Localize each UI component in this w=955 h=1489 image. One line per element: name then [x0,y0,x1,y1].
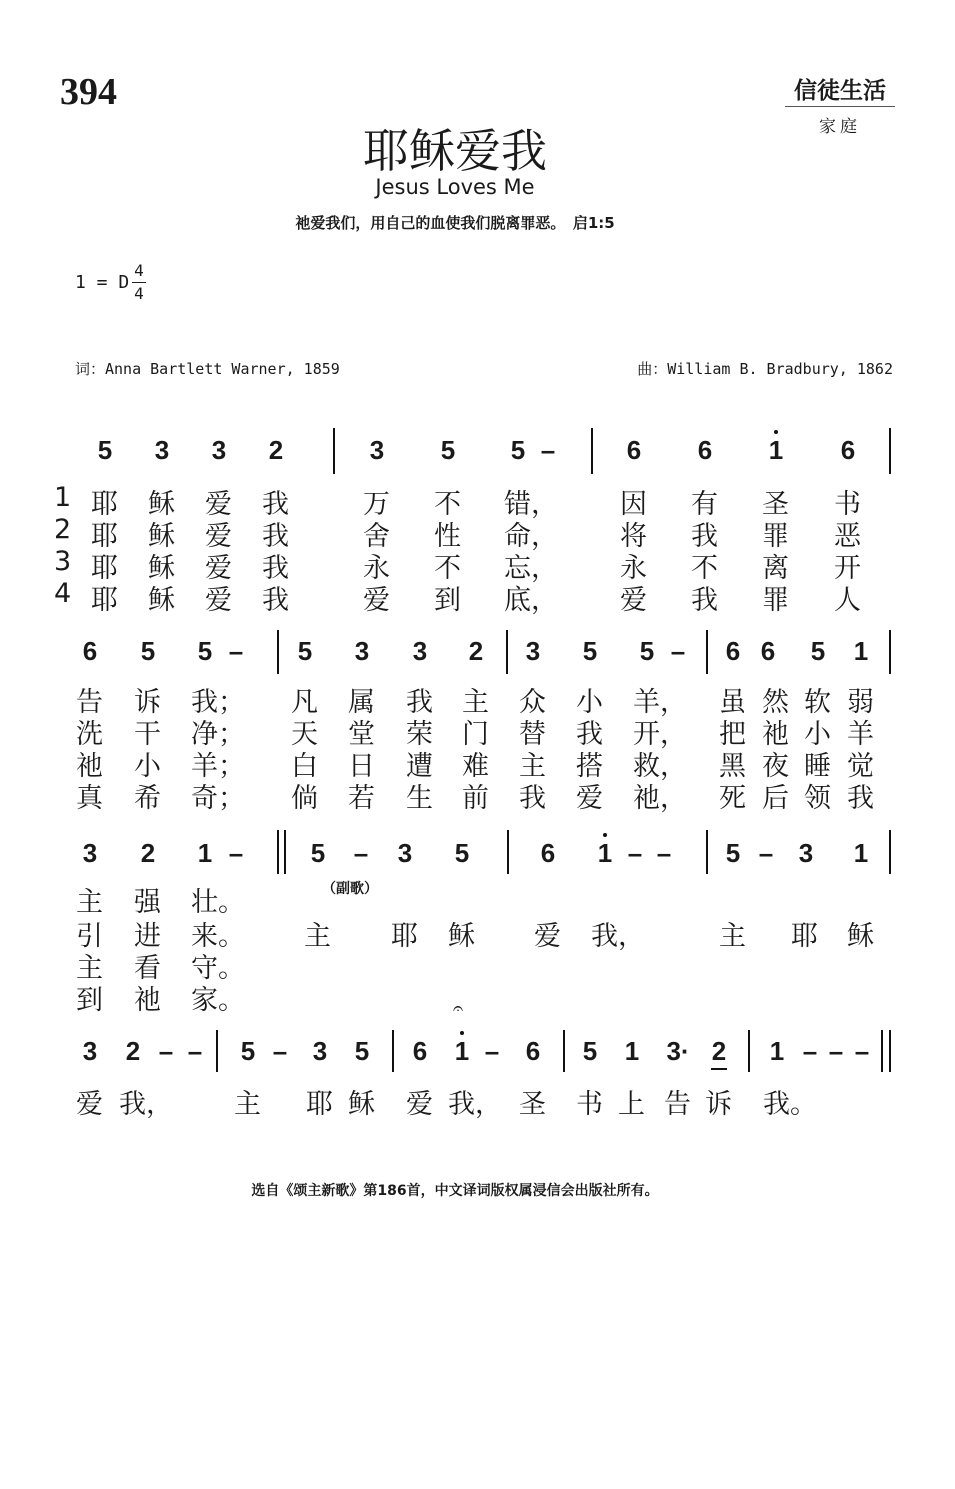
lyric-char: 耶 [391,921,418,952]
lyric-char: 稣 [448,921,475,952]
bar-line [706,830,708,874]
lyric-char: 希 [134,783,161,814]
note: 5 [810,636,826,666]
lyric-char: 主 [76,953,103,984]
note: – [758,838,774,868]
note: 1 [454,1036,470,1066]
note: 1 [768,435,784,465]
lyric-char: 稣 [148,489,175,520]
note: 2 [268,435,284,465]
lyric-char: 进 [134,921,161,952]
bar-line [216,1030,218,1072]
lyric-char: 永 [620,553,647,584]
time-signature-top: 4 [134,261,144,280]
lyric-char: 守。 [191,953,245,984]
lyric-char: 祂， [633,783,687,814]
lyric-char: 人 [834,585,861,616]
octave-dot [774,430,778,434]
lyric-char: 门 [462,719,489,750]
lyric-char: 不 [691,553,718,584]
note: 6 [412,1036,428,1066]
lyric-char: 睡 [804,751,831,782]
note: 3 [154,435,170,465]
note: – [802,1036,818,1066]
note: 6 [525,1036,541,1066]
note: 6 [697,435,713,465]
lyric-char: 净； [191,719,245,750]
note: 6 [760,636,776,666]
lyric-char: 羊 [847,719,874,750]
lyric-char: 爱 [406,1089,433,1120]
lyric-char: 稣 [348,1089,375,1120]
bar-line [277,630,279,674]
lyric-char: 爱 [576,783,603,814]
note: 5 [454,838,470,868]
lyric-char: 有 [691,489,718,520]
copyright-footer: 选自《颂主新歌》第186首，中文译词版权属浸信会出版社所有。 [251,1183,659,1199]
lyric-char: 我 [262,585,289,616]
lyric-char: 我 [262,521,289,552]
bar-line [284,830,286,874]
note: 2 [711,1036,727,1066]
lyricist-credit: 词：Anna Bartlett Warner, 1859 [75,360,340,378]
note: 2 [468,636,484,666]
note: 3 [82,1036,98,1066]
bar-line [748,1030,750,1072]
scripture-verse: 祂爱我们，用自己的血使我们脱离罪恶。 启1:5 [295,214,615,232]
lyric-char: 诉 [705,1089,732,1120]
lyric-char: 耶 [791,921,818,952]
lyric-char: 夜 [762,751,789,782]
lyric-char: 诉 [134,687,161,718]
note: 1 [624,1036,640,1066]
lyric-char: 万 [363,489,390,520]
lyric-char: 命， [504,521,558,552]
lyric-char: 羊， [633,687,687,718]
lyric-char: 我 [262,489,289,520]
lyric-char: 祂 [762,719,789,750]
lyric-char: 稣 [148,553,175,584]
note: – [670,636,686,666]
lyric-char: 耶 [91,489,118,520]
lyric-char: 主 [462,687,489,718]
bar-line [889,830,891,874]
note: – [228,636,244,666]
lyric-char: 不 [434,553,461,584]
note: – [228,838,244,868]
lyric-char: 我； [191,687,245,718]
lyric-char: 舍 [363,521,390,552]
note: – [656,838,672,868]
note: 1 [853,636,869,666]
lyric-char: 后 [762,783,789,814]
bar-line [333,428,335,474]
lyric-char: 天 [291,719,318,750]
note: 5 [440,435,456,465]
lyric-char: 倘 [291,783,318,814]
note: – [854,1036,870,1066]
note: – [353,838,369,868]
lyric-char: 白 [291,751,318,782]
lyric-char: 弱 [847,687,874,718]
note: 1 [769,1036,785,1066]
lyric-char: 不 [434,489,461,520]
note: 3 [82,838,98,868]
lyric-char: 看 [134,953,161,984]
lyric-char: 壮。 [191,887,245,918]
time-signature [132,260,146,305]
lyric-char: 耶 [306,1089,333,1120]
lyric-char: 1 [54,482,72,513]
note: 1 [597,838,613,868]
lyric-char: 开， [633,719,687,750]
lyric-char: 软 [804,687,831,718]
lyric-char: 圣 [762,489,789,520]
hymn-number: 394 [60,71,117,113]
bar-line [591,428,593,474]
lyric-char: 引 [76,921,103,952]
note: 5 [297,636,313,666]
category-divider [785,106,895,107]
refrain-label: （副歌） [322,881,378,897]
note: – [828,1036,844,1066]
subcategory-label: 家庭 [819,117,861,137]
key-signature: 1 = D [75,272,130,293]
time-signature-bottom: 4 [132,282,146,305]
note: 3· [666,1036,690,1066]
lyric-char: 性 [434,521,461,552]
note: – [540,435,556,465]
note: 5 [354,1036,370,1066]
note: 3 [369,435,385,465]
lyric-char: 领 [804,783,831,814]
note: – [484,1036,500,1066]
lyric-char: 小 [804,719,831,750]
lyric-char: 堂 [348,719,375,750]
bar-line [507,830,509,874]
lyric-char: 永 [363,553,390,584]
lyric-char: 我， [591,921,645,952]
lyric-char: 主 [719,921,746,952]
bar-line [881,1030,883,1072]
lyric-char: 把 [719,719,746,750]
note: 5 [97,435,113,465]
lyric-char: 恶 [834,521,861,552]
lyric-char: 书 [834,489,861,520]
lyric-char: 我 [576,719,603,750]
note: 3 [798,838,814,868]
lyric-char: 若 [348,783,375,814]
lyric-char: 生 [406,783,433,814]
octave-dot [603,833,607,837]
lyric-char: 难 [462,751,489,782]
bar-line [889,1030,891,1072]
lyric-char: 3 [54,546,72,577]
lyric-char: 稣 [847,921,874,952]
bar-line [563,1030,565,1072]
lyric-char: 然 [762,687,789,718]
lyric-char: 罪 [762,521,789,552]
lyric-char: 众 [519,687,546,718]
lyric-char: 替 [519,719,546,750]
lyric-char: 凡 [291,687,318,718]
note: 5 [725,838,741,868]
lyric-char: 书 [576,1089,603,1120]
note: 6 [82,636,98,666]
composer-credit: 曲：William B. Bradbury, 1862 [637,360,893,378]
lyric-char: 日 [348,751,375,782]
lyric-char: 黑 [719,751,746,782]
note: 3 [211,435,227,465]
note: 6 [840,435,856,465]
lyric-char: 因 [620,489,647,520]
note: 2 [125,1036,141,1066]
lyric-char: 我， [119,1089,173,1120]
note: 6 [626,435,642,465]
lyric-char: 属 [348,687,375,718]
hymn-title: 耶稣爱我 [363,124,547,178]
lyric-char: 我。 [763,1089,817,1120]
note: 6 [725,636,741,666]
lyric-char: 我 [691,521,718,552]
lyric-char: 将 [620,521,647,552]
lyric-char: 遭 [406,751,433,782]
fermata-icon: 𝄐 [453,998,464,1019]
lyric-char: 4 [54,578,72,609]
note: 5 [310,838,326,868]
lyric-char: 主 [304,921,331,952]
lyric-char: 小 [576,687,603,718]
bar-line [392,1030,394,1072]
lyric-char: 我 [691,585,718,616]
lyric-char: 离 [762,553,789,584]
lyric-char: 爱 [363,585,390,616]
lyric-char: 爱 [205,489,232,520]
category-label: 信徒生活 [794,77,886,104]
lyric-char: 我 [262,553,289,584]
bar-line [706,630,708,674]
lyric-char: 干 [134,719,161,750]
note: 5 [140,636,156,666]
lyric-char: 底， [504,585,558,616]
lyric-char: 告 [76,687,103,718]
lyric-char: 我 [406,687,433,718]
underline-mark [711,1068,727,1070]
lyric-char: 爱 [76,1089,103,1120]
bar-line [506,630,508,674]
note: – [627,838,643,868]
lyric-char: 到 [434,585,461,616]
lyric-char: 觉 [847,751,874,782]
lyric-char: 爱 [205,585,232,616]
english-title: Jesus Loves Me [375,175,535,199]
lyric-char: 救， [633,751,687,782]
lyric-char: 奇； [191,783,245,814]
note: 6 [540,838,556,868]
note: – [158,1036,174,1066]
lyric-char: 家。 [191,985,245,1016]
lyric-char: 耶 [91,553,118,584]
note: 5 [639,636,655,666]
lyric-char: 祂 [134,985,161,1016]
lyric-char: 我 [847,783,874,814]
lyric-char: 到 [76,985,103,1016]
lyric-char: 开 [834,553,861,584]
lyric-char: 羊； [191,751,245,782]
note: 5 [510,435,526,465]
note: – [187,1036,203,1066]
note: 1 [197,838,213,868]
lyric-char: 错， [504,489,558,520]
lyric-char: 主 [76,887,103,918]
note: 3 [412,636,428,666]
lyric-char: 主 [519,751,546,782]
note: 5 [582,636,598,666]
lyric-char: 祂 [76,751,103,782]
note: 3 [525,636,541,666]
bar-line [277,830,279,874]
octave-dot [460,1031,464,1035]
note: 3 [397,838,413,868]
lyric-char: 真 [76,783,103,814]
lyric-char: 2 [54,514,72,545]
lyric-char: 死 [719,783,746,814]
lyric-char: 洗 [76,719,103,750]
lyric-char: 强 [134,887,161,918]
lyric-char: 罪 [762,585,789,616]
lyric-char: 小 [134,751,161,782]
lyric-char: 主 [234,1089,261,1120]
note: 5 [240,1036,256,1066]
lyric-char: 我， [448,1089,502,1120]
lyric-char: 虽 [719,687,746,718]
lyric-char: 搭 [576,751,603,782]
lyric-char: 我 [519,783,546,814]
lyric-char: 耶 [91,585,118,616]
note: 3 [354,636,370,666]
note: 5 [582,1036,598,1066]
lyric-char: 圣 [519,1089,546,1120]
note: 5 [197,636,213,666]
note: – [272,1036,288,1066]
lyric-char: 爱 [534,921,561,952]
note: 1 [853,838,869,868]
lyric-char: 稣 [148,585,175,616]
lyric-char: 耶 [91,521,118,552]
lyric-char: 爱 [205,553,232,584]
lyric-char: 稣 [148,521,175,552]
note: 3 [312,1036,328,1066]
lyric-char: 上 [618,1089,645,1120]
lyric-char: 来。 [191,921,245,952]
bar-line [889,630,891,674]
lyric-char: 荣 [406,719,433,750]
note: 2 [140,838,156,868]
lyric-char: 爱 [620,585,647,616]
lyric-char: 前 [462,783,489,814]
lyric-char: 爱 [205,521,232,552]
lyric-char: 告 [664,1089,691,1120]
lyric-char: 忘， [504,553,558,584]
bar-line [889,428,891,474]
